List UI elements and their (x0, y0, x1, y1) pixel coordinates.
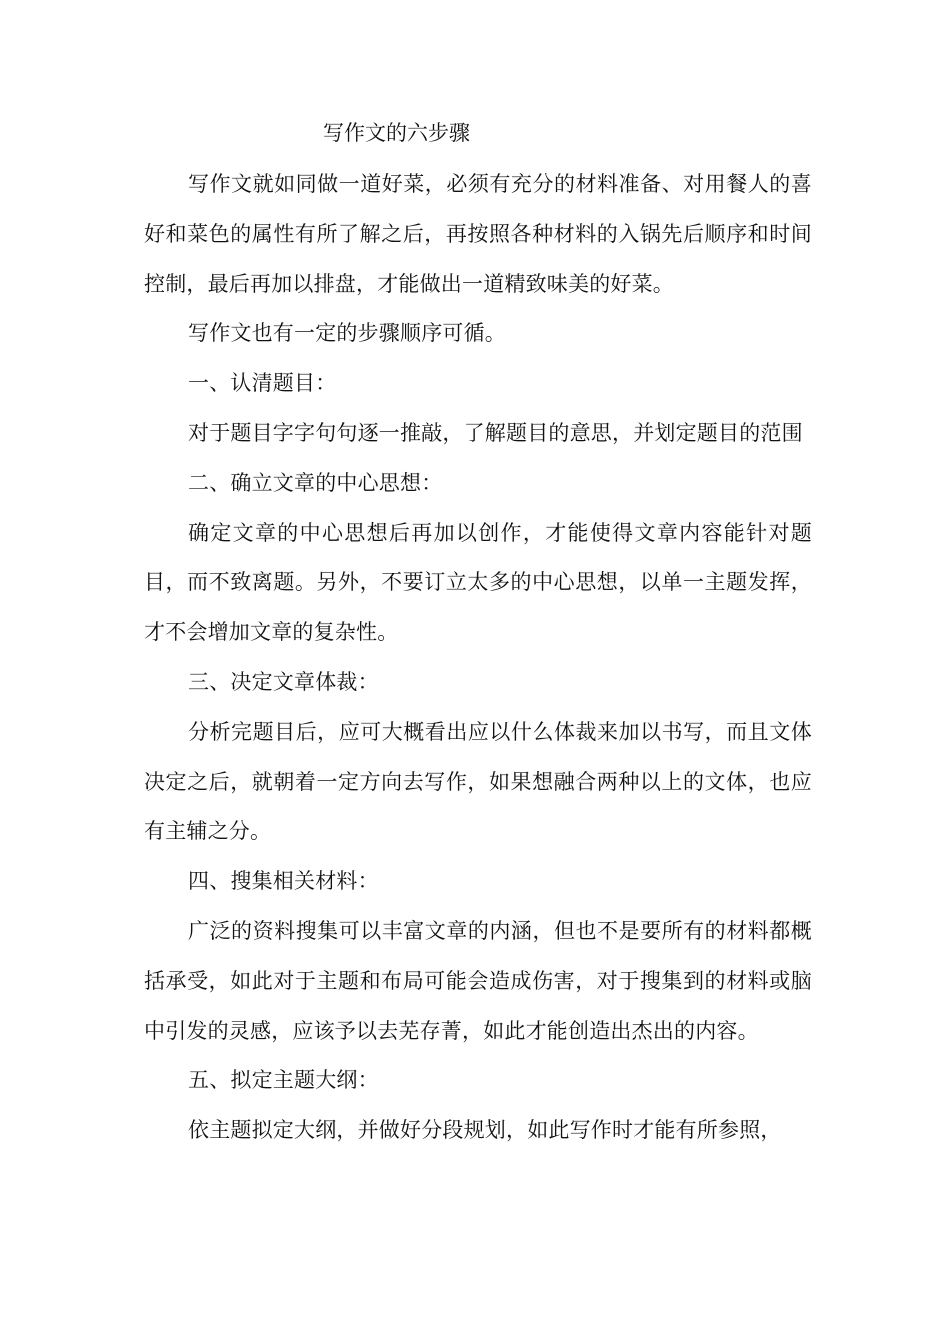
step-heading-2: 二、确立文章的中心思想： (188, 470, 443, 495)
paragraph-steps-intro: 写作文也有一定的步骤顺序可循。 (188, 321, 506, 346)
step-body-3: 分析完题目后，应可大概看出应以什么体裁来加以书写，而且文体决定之后，就朝着一定方向去写作，如果想融合两种以上的文体，也应有主辅之分。 (144, 719, 812, 844)
step-heading-4: 四、搜集相关材料： (188, 869, 379, 894)
document-title: 写作文的六步骤 (323, 121, 470, 145)
step-body-4: 广泛的资料搜集可以丰富文章的内涵，但也不是要所有的材料都概括承受，如此对于主题和布局可能会造成伤害，对于搜集到的材料或脑中引发的灵感，应该予以去芜存菁，如此才能创造出杰出的内容。 (144, 918, 812, 1043)
step-heading-3: 三、决定文章体裁： (188, 669, 379, 694)
step-body-1: 对于题目字字句句逐一推敲，了解题目的意思，并划定题目的范围 (188, 420, 803, 445)
step-heading-1: 一、认清题目： (188, 371, 337, 396)
step-body-2: 确定文章的中心思想后再加以创作，才能使得文章内容能针对题目，而不致离题。另外，不要订立太多的中心思想，以单一主题发挥，才不会增加文章的复杂性。 (144, 520, 812, 645)
document-body (144, 160, 812, 1156)
step-body-5: 依主题拟定大纲，并做好分段规划，如此写作时才能有所参照， (188, 1118, 782, 1143)
paragraph-intro: 写作文就如同做一道好菜，必须有充分的材料准备、对用餐人的喜好和菜色的属性有所了解之后，再按照各种材料的入锅先后顺序和时间控制，最后再加以排盘，才能做出一道精致味美的好菜。 (144, 172, 812, 296)
step-heading-5: 五、拟定主题大纲： (188, 1068, 379, 1093)
